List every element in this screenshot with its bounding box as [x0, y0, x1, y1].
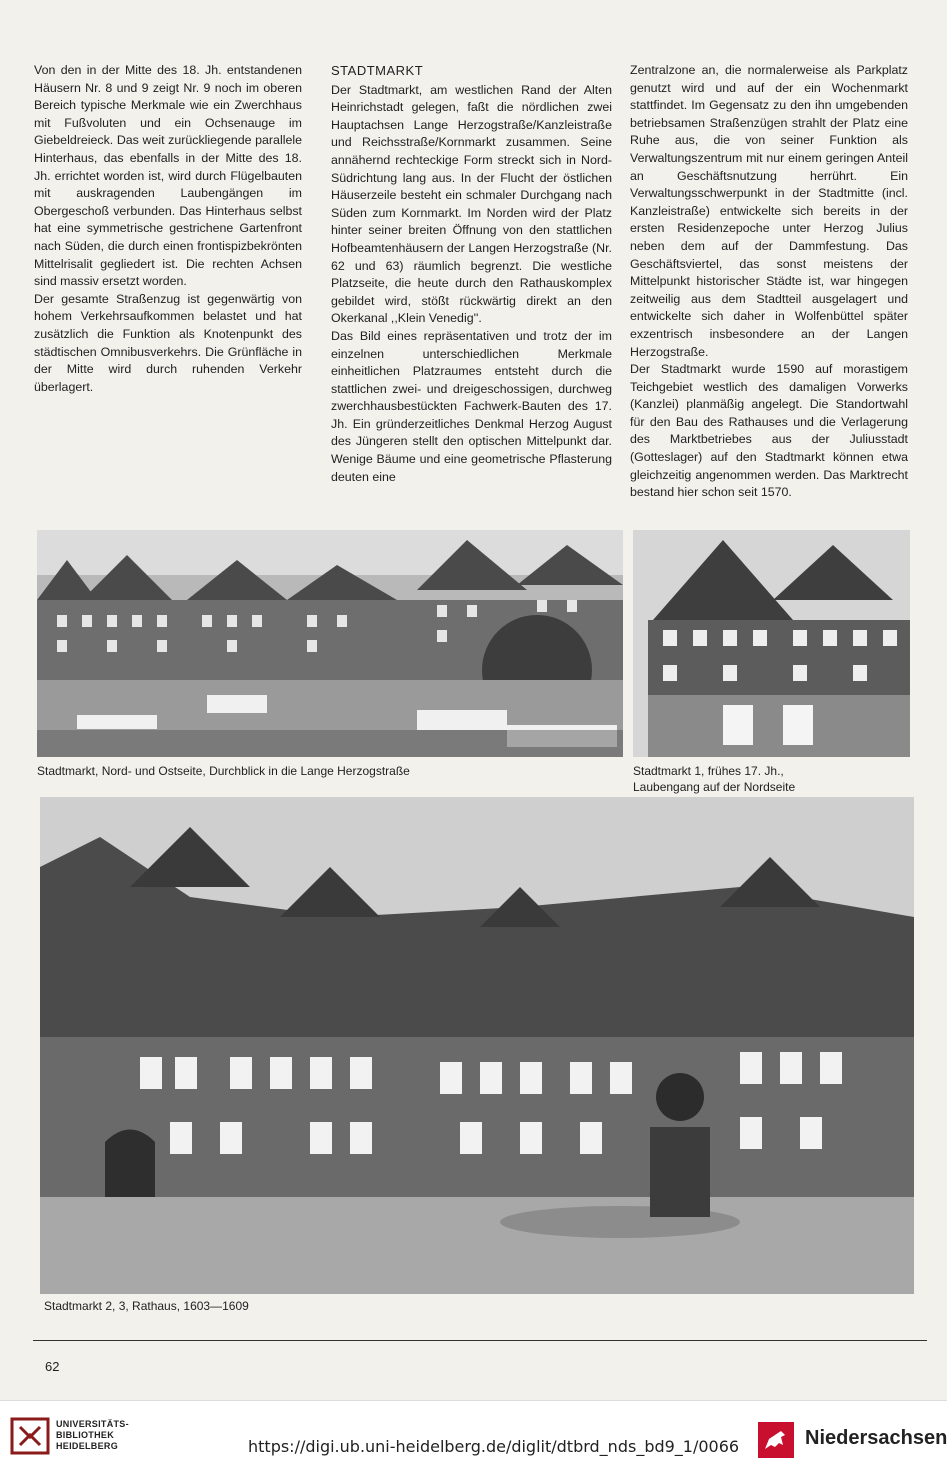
paragraph: Von den in der Mitte des 18. Jh. entstandenen Häusern Nr. 8 und 9 zeigt Nr. 9 noch im oberen Bereich typische Merkmale wie ein Zwerchhaus mit Fußvoluten und ein Ochsenauge im Giebeldreieck. Das weit zurückliegende parallele Hinterhaus, das ebenfalls in der Mitte des 18. Jh. errichtet worden ist, wird durch Flügelbauten mit auskragenden Laubengängen im Obergeschoß verbunden. Das Hinterhaus selbst hat eine symmetrische gestrichene Gartenfront nach Süden, die durch einen frontispizbekrönten Mittelrisalit gegliedert ist. Die rechten Achsen sind massiv ersetzt worden. — [34, 63, 302, 289]
paragraph: Der gesamte Straßenzug ist gegenwärtig von hohem Verkehrsaufkommen belastet und hat zusätzlich die Funktion als Knotenpunkt des städtischen Omnibusverkehrs. Die Grünfläche in der Mitte wird durch ruhenden Verkehr überlagert. — [34, 291, 302, 394]
document-url-link[interactable]: https://digi.ub.uni-heidelberg.de/diglit/dtbrd_nds_bd9_1/0066 — [248, 1437, 740, 1456]
caption-rathaus: Stadtmarkt 2, 3, Rathaus, 1603—1609 — [44, 1299, 249, 1313]
footer-rule — [33, 1340, 927, 1341]
paragraph: Der Stadtmarkt, am westlichen Rand der Alten Heinrichstadt gelegen, faßt die nördlichen zwei Hauptachsen Lange Herzogstraße/Kanzleistraße und Reichsstraße/Kornmarkt zusammen. Seine annähernd rechteckige Form streckt sich in Nord-Südrichtung lang aus. In der Flucht der östlichen Häuserzeile besteht ein schmaler Durchgang nach Süden zum Kornmarkt. Im Norden wird der Platz hinter seiner breiten Öffnung von den stattlichen Hofbeamtenhäusern der Langen Herzogstraße (Nr. 62 und 63) räumlich begrenzt. Die westliche Platzseite, die heute durch den Rathauskomplex gebildet wird, stößt rückwärtig direkt an den Okerkanal ,,Klein Venedig''. — [331, 82, 612, 326]
viewer-footer — [0, 1400, 947, 1473]
market-square-photo — [37, 530, 623, 757]
caption-line: Laubengang auf der Nordseite — [633, 780, 796, 794]
university-library-logo-icon[interactable] — [10, 1415, 50, 1457]
stadtmarkt-1-photo — [633, 530, 910, 757]
caption-stadtmarkt-1 — [633, 763, 863, 795]
caption-market-square: Stadtmarkt, Nord- und Ostseite, Durchblick in die Lange Herzogstraße — [37, 764, 410, 778]
state-name: Niedersachsen — [805, 1427, 947, 1449]
text-column-1 — [34, 62, 302, 396]
rathaus-photo — [40, 797, 914, 1294]
library-line: HEIDELBERG — [56, 1441, 119, 1451]
paragraph: Das Bild eines repräsentativen und trotz der im einzelnen unterschiedlichen Merkmale einheitlichen Platzraumes entsteht durch die stattlichen zwei- und dreigeschossigen, durchweg zwerchhausbestückten Fachwerk-Bauten des 17. Jh. Ein gründerzeitliches Denkmal Herzog August des Jüngeren stellt den optischen Mittelpunkt dar. Wenige Bäume und eine geometrische Pflasterung deuten eine — [331, 328, 612, 484]
text-column-2 — [331, 62, 612, 486]
paragraph: Zentralzone an, die normalerweise als Parkplatz genutzt wird und auf der ein Wochenmarkt stattfindet. Im Gegensatz zu den ihn umgebenden betriebsamen Straßenzügen strahlt der Platz eine Ruhe aus, die von seiner Funktion als Verwaltungszentrum mit nur einem geringen Anteil an Geschäftsnutzung herrührt. Ein Verwaltungsschwerpunkt in der Stadtmitte (incl. Kanzleistraße) entwickelte sich bereits in der ersten Residenzepoche unter Herzog Julius neben dem auf der Dammfestung. Das Geschäftsviertel, das sonst meistens der Mittelpunkt historischer Städte ist, war hingegen zeitweilig aus dem Stadtteil ausgelagert und entwickelte sich daher in Wolfenbüttel später exzentrisch insbesondere an der Langen Herzogstraße. — [630, 63, 908, 359]
niedersachsen-horse-logo-icon[interactable] — [757, 1421, 795, 1459]
text-column-3 — [630, 62, 908, 502]
library-line: UNIVERSITÄTS- — [56, 1419, 129, 1429]
library-line: BIBLIOTHEK — [56, 1430, 114, 1440]
caption-line: Stadtmarkt 1, frühes 17. Jh., — [633, 764, 784, 778]
page-number: 62 — [45, 1359, 60, 1374]
paragraph: Der Stadtmarkt wurde 1590 auf morastigem Teichgebiet westlich des damaligen Vorwerks (Kanzlei) planmäßig angelegt. Die Standortwahl für den Bau des Rathauses und die Verlagerung des Marktbetriebes aus der Juliusstadt (Gotteslager) auf den Stadtmarkt können etwa gleichzeitig angenommen werden. Das Marktrecht bestand hier schon seit 1570. — [630, 362, 908, 500]
university-library-name[interactable] — [56, 1419, 129, 1452]
section-heading: STADTMARKT — [331, 63, 424, 78]
